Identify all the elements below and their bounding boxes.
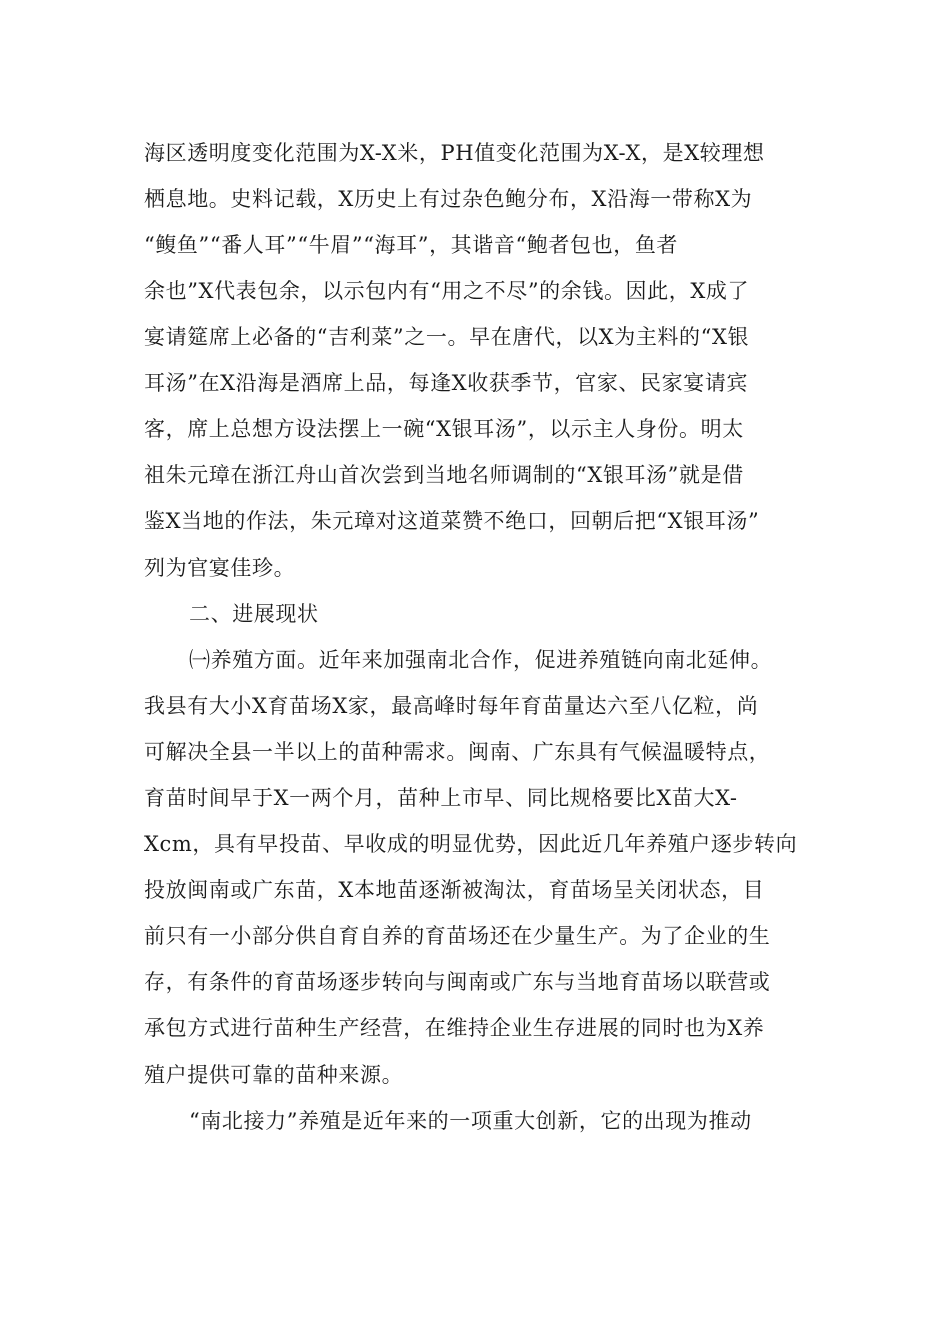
text-line: 鉴X当地的作法，朱元璋对这道菜赞不绝口，回朝后把“X银耳汤”: [144, 509, 760, 533]
text-line: 栖息地。史料记载，X历史上有过杂色鲍分布，X沿海一带称X为: [144, 187, 753, 211]
section-heading: 二、进展现状: [189, 602, 319, 626]
text-line: Xcm，具有早投苗、早收成的明显优势，因此近几年养殖户逐步转向: [144, 832, 798, 856]
text-line: 育苗时间早于X一两个月，苗种上市早、同比规格要比X苗大X-: [144, 786, 738, 810]
text-line: 海区透明度变化范围为X-X米，PH值变化范围为X-X，是X较理想: [144, 141, 765, 165]
text-line: 宴请筵席上必备的“吉利菜”之一。早在唐代，以X为主料的“X银: [144, 325, 750, 349]
text-line: 列为官宴佳珍。: [144, 556, 296, 580]
text-line: 投放闽南或广东苗，X本地苗逐渐被淘汰，育苗场呈关闭状态，目: [144, 878, 765, 902]
text-line: 承包方式进行苗种生产经营，在维持企业生存进展的同时也为X养: [144, 1016, 765, 1040]
text-line: 殖户提供可靠的苗种来源。: [144, 1063, 404, 1087]
text-line: 余也”X代表包余，以示包内有“用之不尽”的余钱。因此，X成了: [144, 279, 750, 303]
text-line: 客，席上总想方设法摆上一碗“X银耳汤”，以示主人身份。明太: [144, 417, 744, 441]
text-line: ㈠养殖方面。近年来加强南北合作，促进养殖链向南北延伸。: [189, 648, 773, 672]
text-line: 我县有大小X育苗场X家，最高峰时每年育苗量达六至八亿粒，尚: [144, 694, 759, 718]
text-line: 存，有条件的育苗场逐步转向与闽南或广东与当地育苗场以联营或: [144, 970, 771, 994]
text-line: 可解决全县一半以上的苗种需求。闽南、广东具有气候温暖特点，: [144, 740, 771, 764]
text-line: “南北接力”养殖是近年来的一项重大创新，它的出现为推动: [189, 1109, 752, 1133]
text-line: 耳汤”在X沿海是酒席上品，每逢X收获季节，官家、民家宴请宾: [144, 371, 749, 395]
text-line: “鳆鱼”“番人耳”“牛眉”“海耳”，其谐音“鲍者包也，鱼者: [144, 233, 679, 257]
text-line: 前只有一小部分供自育自养的育苗场还在少量生产。为了企业的生: [144, 924, 771, 948]
text-line: 祖朱元璋在浙江舟山首次尝到当地名师调制的“X银耳汤”就是借: [144, 463, 744, 487]
